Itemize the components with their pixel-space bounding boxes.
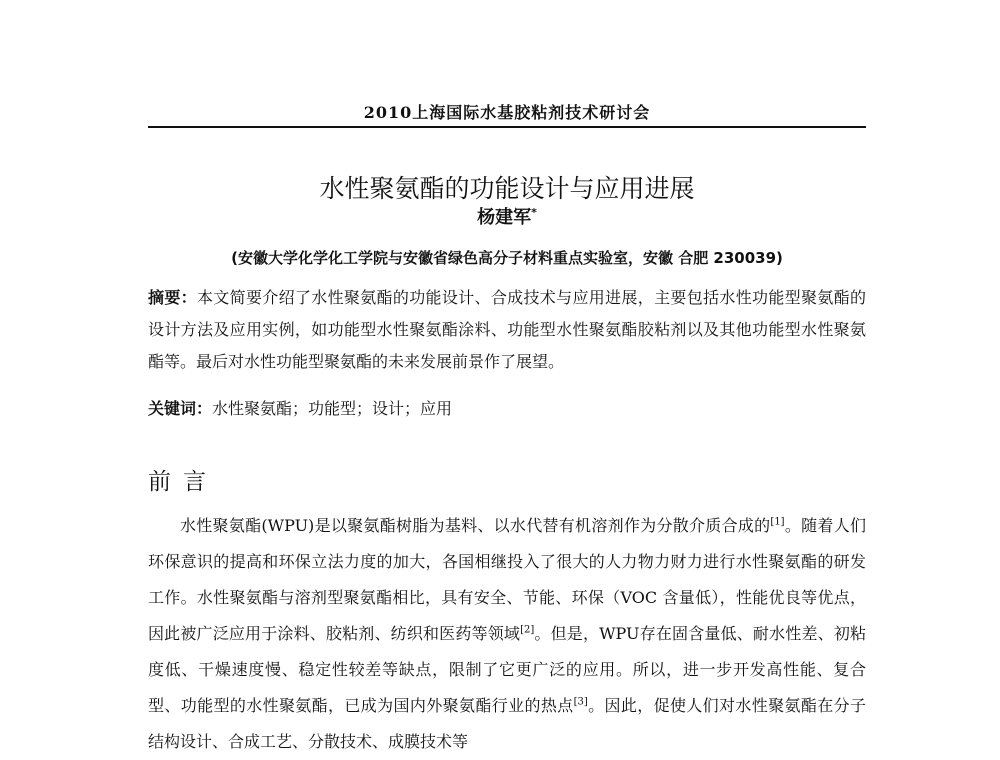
keywords-text: 水性聚氨酯；功能型；设计；应用 bbox=[212, 399, 453, 418]
author-mark: * bbox=[531, 206, 537, 219]
author-line bbox=[148, 203, 866, 229]
abstract-text: 本文简要介绍了水性聚氨酯的功能设计、合成技术与应用进展，主要包括水性功能型聚氨酯的设计方法及应用实例，如功能型水性聚氨酯涂料、功能型水性聚氨酯胶粘剂以及其他功能型水性聚氨酯等。最后对水性功能型聚氨酯的未来发展前景作了展望。 bbox=[148, 288, 866, 371]
header-rule bbox=[148, 126, 866, 128]
author-name: 杨建军 bbox=[477, 207, 532, 228]
keywords-label: 关键词： bbox=[148, 399, 213, 418]
abstract-label: 摘要： bbox=[148, 288, 197, 307]
paper-title: 水性聚氨酯的功能设计与应用进展 bbox=[319, 173, 695, 203]
body-segment-2: 。随着人们环保意识的提高和环保立法力度的加大，各国相继投入了很大的人力物力财力进行水性聚氨酯的研发工作。水性聚氨酯与溶剂型聚氨酯相比，具有安全、节能、环保（VOC 含量低），性能优良等优点，因此被广泛应用于涂料、胶粘剂、纺织和医药等领域 bbox=[148, 516, 866, 643]
conference-header: 2010上海国际水基胶粘剂技术研讨会 bbox=[363, 103, 651, 122]
citation-3: [3] bbox=[573, 696, 588, 708]
citation-1: [1] bbox=[770, 516, 785, 528]
body-segment-3: 。但是，WPU存在固含量低、耐水性差、初粘度低、干燥速度慢、稳定性较差等缺点，限制了它更广泛的应用。所以，进一步开发高性能、复合型、功能型的水性聚氨酯，已成为国内外聚氨酯行业的热点 bbox=[148, 624, 866, 715]
body-paragraph bbox=[148, 508, 866, 760]
affiliation: (安徽大学化学化工学院与安徽省绿色高分子材料重点实验室，安徽 合肥 230039) bbox=[231, 249, 783, 267]
body-segment-4: 。因此，促使人们对水性聚氨酯在分子结构设计、合成工艺、分散技术、成膜技术等 bbox=[148, 696, 866, 751]
section-heading: 前言 bbox=[148, 469, 218, 495]
abstract bbox=[148, 282, 866, 378]
citation-2: [2] bbox=[520, 624, 535, 636]
body-segment-1: 水性聚氨酯(WPU)是以聚氨酯树脂为基料、以水代替有机溶剂作为分散介质合成的 bbox=[180, 516, 771, 535]
keywords bbox=[148, 398, 866, 420]
